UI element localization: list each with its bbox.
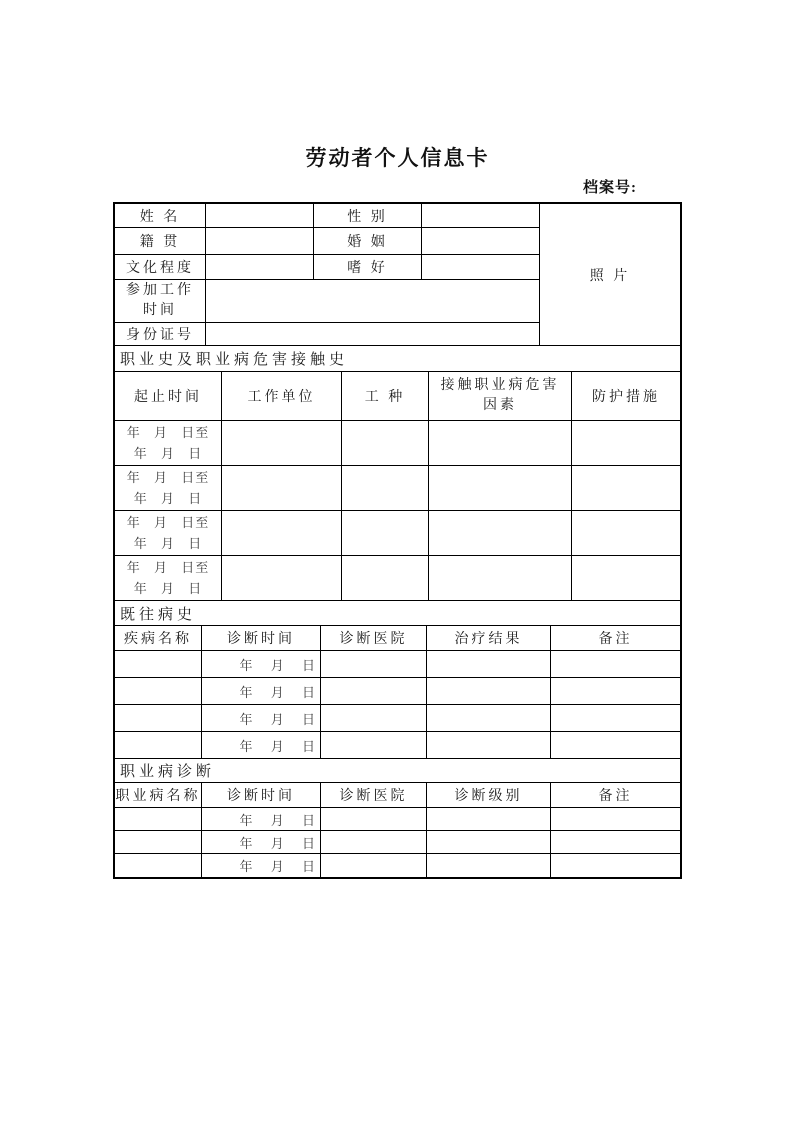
date-range-from: 年 月 日至 xyxy=(126,515,210,530)
diag-row-level-cell xyxy=(427,808,551,831)
marriage-value-cell xyxy=(422,228,540,255)
past-row-result-cell xyxy=(427,678,551,705)
past-row-date-cell: 年 月 日 xyxy=(202,678,321,705)
past-header-treatment-result: 治疗结果 xyxy=(427,626,551,651)
past-row-result-cell xyxy=(427,705,551,732)
past-row-disease-cell xyxy=(115,651,202,678)
occ-row-period-cell xyxy=(115,511,222,556)
past-row-hospital-cell xyxy=(321,705,427,732)
occ-row-employer-cell xyxy=(222,421,342,466)
diag-row-remarks-cell xyxy=(551,854,680,877)
occ-row-employer-cell xyxy=(222,466,342,511)
occ-header-hazard-factors xyxy=(429,372,572,421)
gender-value-cell xyxy=(422,204,540,228)
diag-header-diagnosis-time: 诊断时间 xyxy=(202,783,321,808)
date-range-to: 年 月 日 xyxy=(133,446,203,461)
occupational-history-table xyxy=(115,372,680,601)
diag-row-remarks-cell xyxy=(551,808,680,831)
past-row-disease-cell xyxy=(115,705,202,732)
occ-row-employer-cell xyxy=(222,511,342,556)
past-row-remarks-cell xyxy=(551,651,680,678)
occ-row-job-type-cell xyxy=(342,556,429,601)
occ-header-employer: 工作单位 xyxy=(222,372,342,421)
occ-row-protection-cell xyxy=(572,466,680,511)
occ-row-protection-cell xyxy=(572,421,680,466)
occ-row-hazard-cell xyxy=(429,556,572,601)
diag-row-date-cell: 年 月 日 xyxy=(202,831,321,854)
diag-row-level-cell xyxy=(427,854,551,877)
occ-header-hazard-factors-text: 接触职业病危害因素 xyxy=(440,378,560,413)
diag-row-remarks-cell xyxy=(551,831,680,854)
occ-row-job-type-cell xyxy=(342,511,429,556)
past-row-date-cell: 年 月 日 xyxy=(202,705,321,732)
diag-row-level-cell xyxy=(427,831,551,854)
occ-header-job-type: 工 种 xyxy=(342,372,429,421)
occ-row-hazard-cell xyxy=(429,421,572,466)
past-row-hospital-cell xyxy=(321,732,427,759)
date-range-from: 年 月 日至 xyxy=(126,470,210,485)
past-header-diagnosis-hospital: 诊断医院 xyxy=(321,626,427,651)
date-range-to: 年 月 日 xyxy=(133,491,203,506)
occ-row-period-cell xyxy=(115,556,222,601)
occ-row-protection-cell xyxy=(572,511,680,556)
past-row-remarks-cell xyxy=(551,732,680,759)
photo-cell: 照 片 xyxy=(540,204,680,346)
id-number-label: 身份证号 xyxy=(115,323,206,346)
diag-row-disease-cell xyxy=(115,831,202,854)
occ-header-protective-measures: 防护措施 xyxy=(572,372,680,421)
work-start-label xyxy=(115,280,206,323)
past-header-remarks: 备注 xyxy=(551,626,680,651)
file-number-label: 档案号: xyxy=(583,180,637,196)
native-place-label: 籍 贯 xyxy=(115,228,206,255)
diagnosis-section-label: 职业病诊断 xyxy=(115,759,680,783)
name-value-cell xyxy=(206,204,314,228)
hobby-value-cell xyxy=(422,255,540,280)
past-history-table xyxy=(115,626,680,759)
past-row-date-cell: 年 月 日 xyxy=(202,732,321,759)
diag-row-disease-cell xyxy=(115,808,202,831)
date-range-from: 年 月 日至 xyxy=(126,560,210,575)
occ-row-hazard-cell xyxy=(429,511,572,556)
gender-label: 性 别 xyxy=(314,204,422,228)
work-start-label-text: 参加工作时间 xyxy=(126,283,194,318)
native-place-value-cell xyxy=(206,228,314,255)
past-row-result-cell xyxy=(427,651,551,678)
page-title: 劳动者个人信息卡 xyxy=(305,146,490,170)
occ-row-employer-cell xyxy=(222,556,342,601)
date-range-to: 年 月 日 xyxy=(133,581,203,596)
occ-row-period-cell xyxy=(115,421,222,466)
occ-header-period: 起止时间 xyxy=(115,372,222,421)
diagnosis-table xyxy=(115,783,680,877)
past-header-diagnosis-time: 诊断时间 xyxy=(202,626,321,651)
diag-header-remarks: 备注 xyxy=(551,783,680,808)
past-row-remarks-cell xyxy=(551,678,680,705)
diag-header-diagnosis-level: 诊断级别 xyxy=(427,783,551,808)
occ-row-protection-cell xyxy=(572,556,680,601)
past-row-disease-cell xyxy=(115,678,202,705)
past-row-result-cell xyxy=(427,732,551,759)
occ-row-period-cell xyxy=(115,466,222,511)
id-number-value-cell xyxy=(206,323,540,346)
worker-info-table xyxy=(113,202,682,879)
diag-header-disease-name: 职业病名称 xyxy=(115,783,202,808)
form-document xyxy=(113,0,682,879)
past-header-disease-name: 疾病名称 xyxy=(115,626,202,651)
date-range-to: 年 月 日 xyxy=(133,536,203,551)
name-label: 姓 名 xyxy=(115,204,206,228)
past-row-disease-cell xyxy=(115,732,202,759)
diag-row-hospital-cell xyxy=(321,854,427,877)
occupational-history-section-label: 职业史及职业病危害接触史 xyxy=(115,346,680,372)
hobby-label: 嗜 好 xyxy=(314,255,422,280)
past-row-hospital-cell xyxy=(321,651,427,678)
diag-row-hospital-cell xyxy=(321,808,427,831)
past-row-remarks-cell xyxy=(551,705,680,732)
marriage-label: 婚 姻 xyxy=(314,228,422,255)
education-label: 文化程度 xyxy=(115,255,206,280)
diag-row-disease-cell xyxy=(115,854,202,877)
diag-row-date-cell: 年 月 日 xyxy=(202,808,321,831)
diag-header-diagnosis-hospital: 诊断医院 xyxy=(321,783,427,808)
past-row-date-cell: 年 月 日 xyxy=(202,651,321,678)
diag-row-date-cell: 年 月 日 xyxy=(202,854,321,877)
occ-row-job-type-cell xyxy=(342,421,429,466)
personal-info-section xyxy=(115,204,680,346)
diag-row-hospital-cell xyxy=(321,831,427,854)
past-row-hospital-cell xyxy=(321,678,427,705)
occ-row-hazard-cell xyxy=(429,466,572,511)
date-range-from: 年 月 日至 xyxy=(126,425,210,440)
past-history-section-label: 既往病史 xyxy=(115,601,680,626)
occ-row-job-type-cell xyxy=(342,466,429,511)
work-start-value-cell xyxy=(206,280,540,323)
education-value-cell xyxy=(206,255,314,280)
